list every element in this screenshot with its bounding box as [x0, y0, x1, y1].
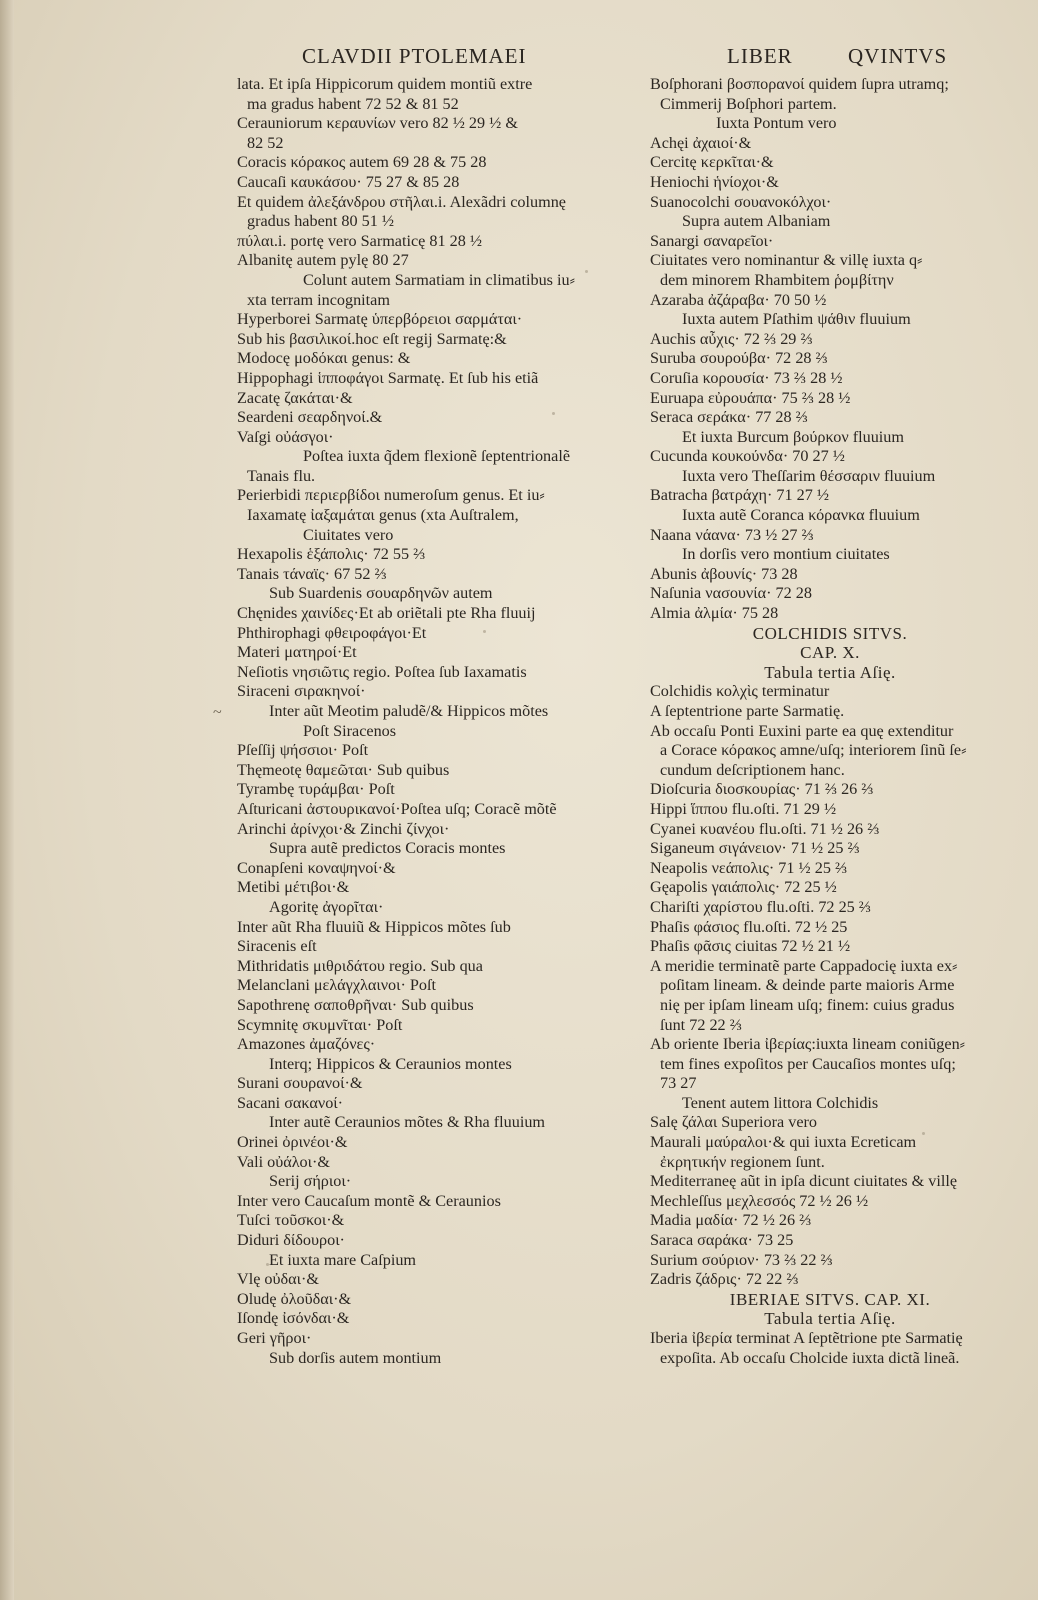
left-column-line: Oludę ὀλοῦδαι·& — [237, 1289, 352, 1308]
right-column-line: Chariſti χαρίστου flu.oſti. 72 25 ⅔ — [650, 897, 871, 916]
left-column-line: Siraceni σιρακηνοί· — [237, 682, 366, 701]
left-column-line: xta terram incognitam — [247, 290, 390, 309]
paper-speck — [266, 1263, 269, 1266]
right-column-line: IBERIAE SITVS. CAP. XI. — [729, 1289, 931, 1309]
right-column-line: Ab occaſu Ponti Euxini parte ea quę extenditur — [650, 721, 954, 740]
right-column-line: Siganeum σιγάνειον· 71 ½ 25 ⅔ — [650, 839, 860, 858]
left-column-line: Scymnitę σκυμνῖται· Poſt — [237, 1015, 403, 1034]
right-column-line: Cucunda κουκούνδα· 70 27 ½ — [650, 447, 845, 466]
right-column-line: Saraca σαράκα· 73 25 — [650, 1231, 794, 1250]
left-column-line: Tyrambę τυράμβαι· Poſt — [237, 780, 395, 799]
left-column-line: Caucaſi καυκάσου· 75 27 & 85 28 — [237, 172, 460, 191]
right-column-line: Madia μαδία· 72 ½ 26 ⅔ — [650, 1211, 812, 1230]
left-column-line: Poſtea iuxta q̃dem flexionẽ ſeptentrionalẽ — [303, 447, 571, 466]
right-column-line: Ciuitates vero nominantur & villę iuxta q⸗ — [650, 251, 923, 270]
right-column-line: Naſunia νασουνία· 72 28 — [650, 584, 812, 603]
right-column-line: Iuxta autem Pſathim ψάθιν fluuium — [682, 310, 911, 329]
right-column-line: COLCHIDIS SITVS. — [752, 623, 908, 643]
right-column-line: Abunis ἀβουνίς· 73 28 — [650, 564, 798, 583]
left-column-line: Tuſci τοῦσκοι·& — [237, 1211, 345, 1230]
right-column-line: Achęi ἀχαιοί·& — [650, 133, 752, 152]
right-column-line: dem minorem Rhambitem ῥομβίτην — [660, 270, 894, 289]
left-column-line: Vali οὐάλοι·& — [237, 1152, 330, 1171]
right-column-line: cundum deſcriptionem hanc. — [660, 760, 845, 779]
right-column-line: ſunt 72 22 ⅔ — [660, 1015, 742, 1034]
left-column-line: Vlę οὐδαι·& — [237, 1270, 319, 1289]
right-column-line: Cercitę κερκῖται·& — [650, 153, 774, 172]
right-column-line: Suruba σουρούβα· 72 28 ⅔ — [650, 349, 828, 368]
left-column-line: Iſondę ἰσόνδαι·& — [237, 1309, 350, 1328]
right-column-line: Cimmerij Boſphori partem. — [660, 94, 837, 113]
right-column-line: CAP. X. — [800, 643, 860, 663]
left-column-line: πύλαι.i. portę vero Sarmaticę 81 28 ½ — [237, 231, 483, 250]
paper-speck — [483, 630, 486, 633]
running-head-book-number: QVINTVS — [848, 44, 948, 68]
right-column-line: Iberia ἰβερία terminat A ſeptẽtrione pte Sarmatię — [650, 1329, 963, 1347]
left-column-line: Melanclani μελάγχλαινοι· Poſt — [237, 976, 436, 995]
left-column-line: Sub Suardenis σουαρδηνῶν autem — [269, 584, 493, 603]
left-column-line: Phthirophagi φθειροφάγοι·Et — [237, 623, 427, 642]
right-column-line: Colchidis κολχὶς terminatur — [650, 682, 830, 701]
right-column-line: ἐκρητικήν regionem ſunt. — [660, 1152, 825, 1171]
right-column-line: Naana νάανα· 73 ½ 27 ⅔ — [650, 525, 814, 544]
right-column-line: Mediterraneę aũt in ipſa dicunt ciuitates & villę — [650, 1172, 958, 1191]
left-column-line: Mithridatis μιθριδάτου regio. Sub qua — [237, 956, 483, 975]
left-column-line: Seardeni σεαρδηνοί.& — [237, 408, 383, 427]
paper-speck — [922, 1132, 925, 1135]
left-column-line: Poſt Siracenos — [303, 721, 397, 740]
left-column-line: Amazones ἀμαζόνες· — [237, 1035, 376, 1054]
margin-mark: ~ — [213, 704, 222, 721]
left-column-line: Aſturicani ἀστουρικανοί·Poſtea uſq; Coracẽ mõtẽ — [237, 799, 557, 818]
left-column-line: Tanais flu. — [247, 466, 316, 485]
left-column-line: Geri γῆροι· — [237, 1329, 312, 1347]
left-column-line: Sacani σακανοί· — [237, 1093, 344, 1112]
left-column-line: Diduri δίδουροι· — [237, 1231, 345, 1250]
running-head-author: CLAVDII PTOLEMAEI — [302, 44, 527, 68]
left-column-line: Conapſeni κοναψηνοί·& — [237, 858, 396, 877]
left-column-line: Inter aũt Rha fluuiũ & Hippicos mõtes ſub — [237, 917, 511, 936]
left-column-line: Thęmeotę θαμεῶται· Sub quibus — [237, 760, 450, 779]
left-column-line: Sub dorſis autem montium — [269, 1348, 442, 1367]
right-column-line: Mechleſſus μεχλεσσός 72 ½ 26 ½ — [650, 1191, 869, 1210]
left-column-line: Siracenis eſt — [237, 937, 317, 956]
left-column-line: Vaſgi οὐάσγοι· — [237, 427, 334, 446]
left-column-line: Supra autẽ predictos Coracis montes — [269, 839, 506, 858]
left-column-line: Hippophagi ἱπποφάγοι Sarmatę. Et ſub his etiã — [237, 368, 539, 387]
right-column-line: Batracha βατράχη· 71 27 ½ — [650, 486, 830, 505]
right-column-line: Iuxta autẽ Coranca κόρανκα fluuium — [682, 506, 920, 525]
left-column-line: 82 52 — [247, 133, 284, 152]
left-column-line: Metibi μέτιβοι·& — [237, 878, 350, 897]
binding-gutter — [0, 0, 14, 1600]
left-column-line: Inter autẽ Ceraunios mõtes & Rha fluuium — [269, 1113, 546, 1132]
right-column-line: Surium σούριον· 73 ⅔ 22 ⅔ — [650, 1250, 833, 1269]
left-column-line: Materi ματηροί·Et — [237, 643, 357, 662]
right-column-line: Tabula tertia Aſię. — [764, 1309, 896, 1329]
right-column-line: Iuxta Pontum vero — [716, 114, 837, 133]
right-column-line: Hippi ἵππου flu.oſti. 71 29 ½ — [650, 799, 837, 818]
right-text-column — [650, 75, 1010, 1368]
left-column-line: Et iuxta mare Caſpium — [269, 1250, 416, 1269]
left-column-line: gradus habent 80 51 ½ — [247, 212, 395, 231]
left-text-column — [237, 75, 597, 1368]
right-column-line: In dorſis vero montium ciuitates — [682, 545, 890, 564]
right-column-line: expoſita. Ab occaſu Cholcide iuxta dictã lineã. — [660, 1348, 960, 1367]
left-column-line: Et quidem ἀλεξάνδρου στῆλαι.i. Alexãdri columnę — [237, 192, 566, 211]
right-column-line: Dioſcuria διοσκουρίας· 71 ⅔ 26 ⅔ — [650, 780, 874, 799]
left-column-line: Arinchi ἀρίνχοι·& Zinchi ζίνχοι· — [237, 819, 450, 838]
right-column-line: 73 27 — [660, 1074, 697, 1093]
running-head-book: LIBER — [727, 44, 793, 68]
left-column-line: Hexapolis ἑξάπολις· 72 55 ⅔ — [237, 545, 426, 564]
left-column-line: Agoritę ἀγορῖται· — [269, 897, 384, 916]
left-column-line: Sub his βασιλικοί.hoc eſt regij Sarmatę:& — [237, 329, 507, 348]
left-column-line: Albanitę autem pylę 80 27 — [237, 251, 409, 270]
right-column-line: Neapolis νεάπολις· 71 ½ 25 ⅔ — [650, 858, 848, 877]
left-column-line: ma gradus habent 72 52 & 81 52 — [247, 94, 459, 113]
right-column-line: nię per ipſam lineam uſq; finem: cuius gradus — [660, 995, 955, 1014]
left-column-line: Sapothrenę σαποθρῆναι· Sub quibus — [237, 995, 474, 1014]
right-column-line: Heniochi ἡνίοχοι·& — [650, 172, 779, 191]
left-column-line: Zacatę ζακάται·& — [237, 388, 353, 407]
right-column-line: Supra autem Albaniam — [682, 212, 831, 231]
left-column-line: Inter aũt Meotim paludẽ/& Hippicos mõtes — [269, 702, 549, 720]
left-column-line: Colunt autem Sarmatiam in climatibus iu⸗ — [303, 270, 575, 289]
right-column-line: tem fines expoſitos per Caucaſios montes uſq; — [660, 1054, 956, 1073]
right-column-line: Cyanei κυανέου flu.oſti. 71 ½ 26 ⅔ — [650, 819, 880, 838]
right-column-line: Seraca σεράκα· 77 28 ⅔ — [650, 408, 808, 427]
right-column-line: Phaſis φᾶσις ciuitas 72 ½ 21 ½ — [650, 937, 851, 956]
paper-speck — [585, 270, 588, 273]
right-column-line: Coruſia κορουσία· 73 ⅔ 28 ½ — [650, 368, 843, 387]
left-column-line: Pſeſſij ψήσσιοι· Poſt — [237, 741, 369, 760]
left-column-line: Tanais τάναϊς· 67 52 ⅔ — [237, 564, 387, 583]
right-column-line: Et iuxta Burcum βούρκον fluuium — [682, 427, 904, 446]
left-column-line: Interq; Hippicos & Ceraunios montes — [269, 1054, 512, 1073]
right-column-line: Boſphorani βοσπορανοί quidem ſupra utramq; — [650, 75, 949, 93]
right-column-line: Iuxta vero Theſſarim θέσσαριν fluuium — [682, 466, 936, 485]
paper-speck — [552, 412, 555, 415]
right-column-line: Sanargi σαναρεῖοι· — [650, 231, 774, 250]
right-column-line: Tenent autem littora Colchidis — [682, 1093, 879, 1112]
left-column-line: Perierbidi περιερβίδοι numeroſum genus. Et iu⸗ — [237, 486, 545, 505]
right-column-line: Azaraba ἀζάραβα· 70 50 ½ — [650, 290, 827, 309]
left-column-line: Inter vero Caucaſum montẽ & Ceraunios — [237, 1191, 501, 1210]
left-column-line: Ciuitates vero — [303, 525, 394, 544]
right-column-line: Tabula tertia Aſię. — [764, 662, 896, 682]
left-column-line: Chęnides χαινίδες·Et ab oriẽtali pte Rha fluuij — [237, 604, 536, 623]
right-column-line: Salę ζάλαι Superiora vero — [650, 1113, 817, 1132]
right-column-line: Ab oriente Iberia ἰβερίας:iuxta lineam coniũgen⸗ — [650, 1035, 966, 1054]
right-column-line: A meridie terminatẽ parte Cappadocię iuxta ex⸗ — [650, 956, 958, 975]
left-column-line: Orinei ὀρινέοι·& — [237, 1133, 348, 1152]
left-column-line: Surani σουρανοί·& — [237, 1074, 363, 1093]
left-column-line: Iaxamatę ἰαξαμάται genus (xta Auſtralem, — [247, 506, 519, 525]
right-column-line: Euruapa εὐρουάπα· 75 ⅔ 28 ½ — [650, 388, 851, 407]
right-column-line: Gęapolis γαιάπολις· 72 25 ½ — [650, 878, 837, 897]
left-column-line: Cerauniorum κεραυνίων vero 82 ½ 29 ½ & — [237, 114, 518, 133]
right-column-line: a Corace κόρακος amne/uſq; interiorem ſinũ ſe⸗ — [660, 741, 967, 760]
right-column-line: A ſeptentrione parte Sarmatię. — [650, 702, 845, 720]
right-column-line: Zadris ζάδρις· 72 22 ⅔ — [650, 1270, 799, 1289]
left-column-line: lata. Et ipſa Hippicorum quidem montiũ extre — [237, 75, 533, 93]
left-column-line: Serij σήριοι· — [269, 1172, 352, 1191]
right-column-line: Auchis αὖχις· 72 ⅔ 29 ⅔ — [650, 329, 813, 348]
left-column-line: Hyperborei Sarmatę ὑπερβόρειοι σαρμάται· — [237, 310, 523, 329]
right-column-line: Phaſis φάσιος flu.oſti. 72 ½ 25 — [650, 917, 848, 936]
right-column-line: poſitam lineam. & deinde parte maioris Arme — [660, 976, 955, 995]
left-column-line: Coracis κόρακος autem 69 28 & 75 28 — [237, 153, 487, 172]
left-column-line: Modocę μοδόκαι genus: & — [237, 349, 411, 368]
left-column-line: Neſiotis νησιῶτις regio. Poſtea ſub Iaxamatis — [237, 662, 527, 681]
right-column-line: Suanocolchi σουανοκόλχοι· — [650, 192, 832, 211]
right-column-line: Almia ἀλμία· 75 28 — [650, 604, 779, 623]
right-column-line: Maurali μαύραλοι·& qui iuxta Ecreticam — [650, 1133, 917, 1152]
